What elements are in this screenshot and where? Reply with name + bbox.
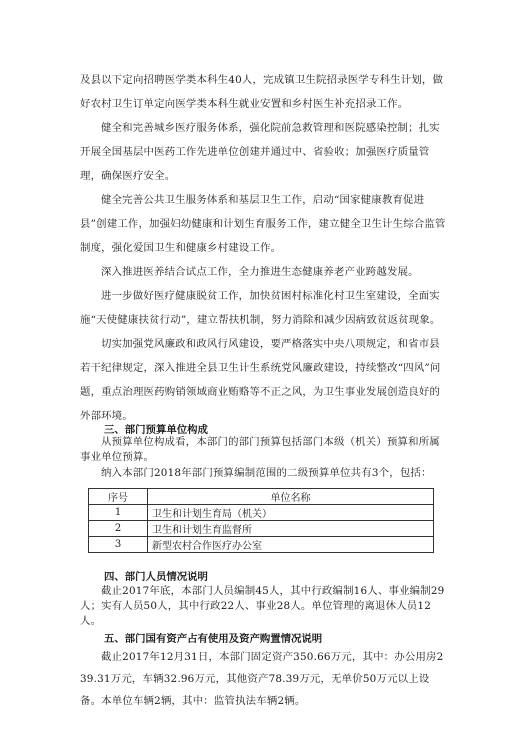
table-cell-no: 2 (89, 521, 148, 537)
table-row (89, 505, 434, 521)
table-row (89, 521, 434, 537)
budget-units-table (88, 488, 434, 553)
paragraph-party-conduct: 切实加强党风廉政和政风行风建设，要严格落实中央八项规定，和省市县若干纪律规定，深入推进全县卫生计生系统党风廉政建设，持续整改“四风”问题，重点治理医药购销领域商业贿赂等不正之风，为卫生事业发展创造良好的外部环境。 (80, 338, 441, 422)
table-row (89, 537, 434, 553)
paragraph-budget-units: 从预算单位构成看，本部门的部门预算包括部门本级（机关）预算和所属事业单位预算。 (80, 436, 440, 463)
table-header-row (89, 489, 434, 505)
table-cell-unit-name: 卫生和计划生育监督所 (148, 521, 434, 537)
paragraph-medical-service: 健全和完善城乡医疗服务体系，强化院前急救管理和医院感染控制；扎实开展全国基层中医药工作先进单位创建并通过中、省验收；加强医疗质量管理，确保医疗安全。 (80, 122, 440, 182)
table-header-unit-name: 单位名称 (148, 489, 434, 505)
paragraph-assets: 截止2017年12月31日，本部门固定资产350.66万元，其中：办公用房239.31万元，车辆32.96万元，其他资产78.39万元，无单价50万元以上设备。本单位车辆2辆，其中：监管执法车辆2辆。 (80, 651, 444, 707)
table-header-no: 序号 (89, 489, 148, 505)
table-cell-unit-name: 卫生和计划生育局（机关） (148, 505, 434, 521)
table-cell-no: 3 (89, 537, 148, 553)
heading-section-5: 五、部门国有资产占有使用及资产购置情况说明 (104, 633, 323, 645)
table-cell-no: 1 (89, 505, 148, 521)
paragraph-units-intro: 纳入本部门2018年部门预算编制范围的二级预算单位共有3个，包括： (101, 467, 432, 479)
heading-section-3: 三、部门预算单位构成 (104, 424, 208, 436)
paragraph-poverty-relief: 进一步做好医疗健康脱贫工作，加快贫困村标准化村卫生室建设，全面实施“天使健康扶贫行动”，建立帮扶机制，努力消除和减少因病致贫返贫现象。 (80, 290, 441, 326)
heading-section-4: 四、部门人员情况说明 (104, 571, 208, 583)
paragraph-elderly-care: 深入推进医养结合试点工作，全力推进生态健康养老产业跨越发展。 (101, 266, 419, 278)
paragraph-staffing: 截止2017年底，本部门人员编制45人，其中行政编制16人、事业编制29人；实有人员50人，其中行政22人、事业28人。单位管理的离退休人员12人。 (80, 585, 445, 627)
paragraph-public-health: 健全完善公共卫生服务体系和基层卫生工作，启动“国家健康教育促进县”创建工作，加强妇幼健康和计划生育服务工作，建立健全卫生计生综合监管制度，强化爱国卫生和健康乡村建设工作。 (80, 194, 446, 254)
paragraph-recruitment: 及县以下定向招聘医学类本科生40人，完成镇卫生院招录医学专科生计划，做好农村卫生订单定向医学类本科生就业安置和乡村医生补充招录工作。 (80, 74, 444, 110)
table-cell-unit-name: 新型农村合作医疗办公室 (148, 537, 434, 553)
